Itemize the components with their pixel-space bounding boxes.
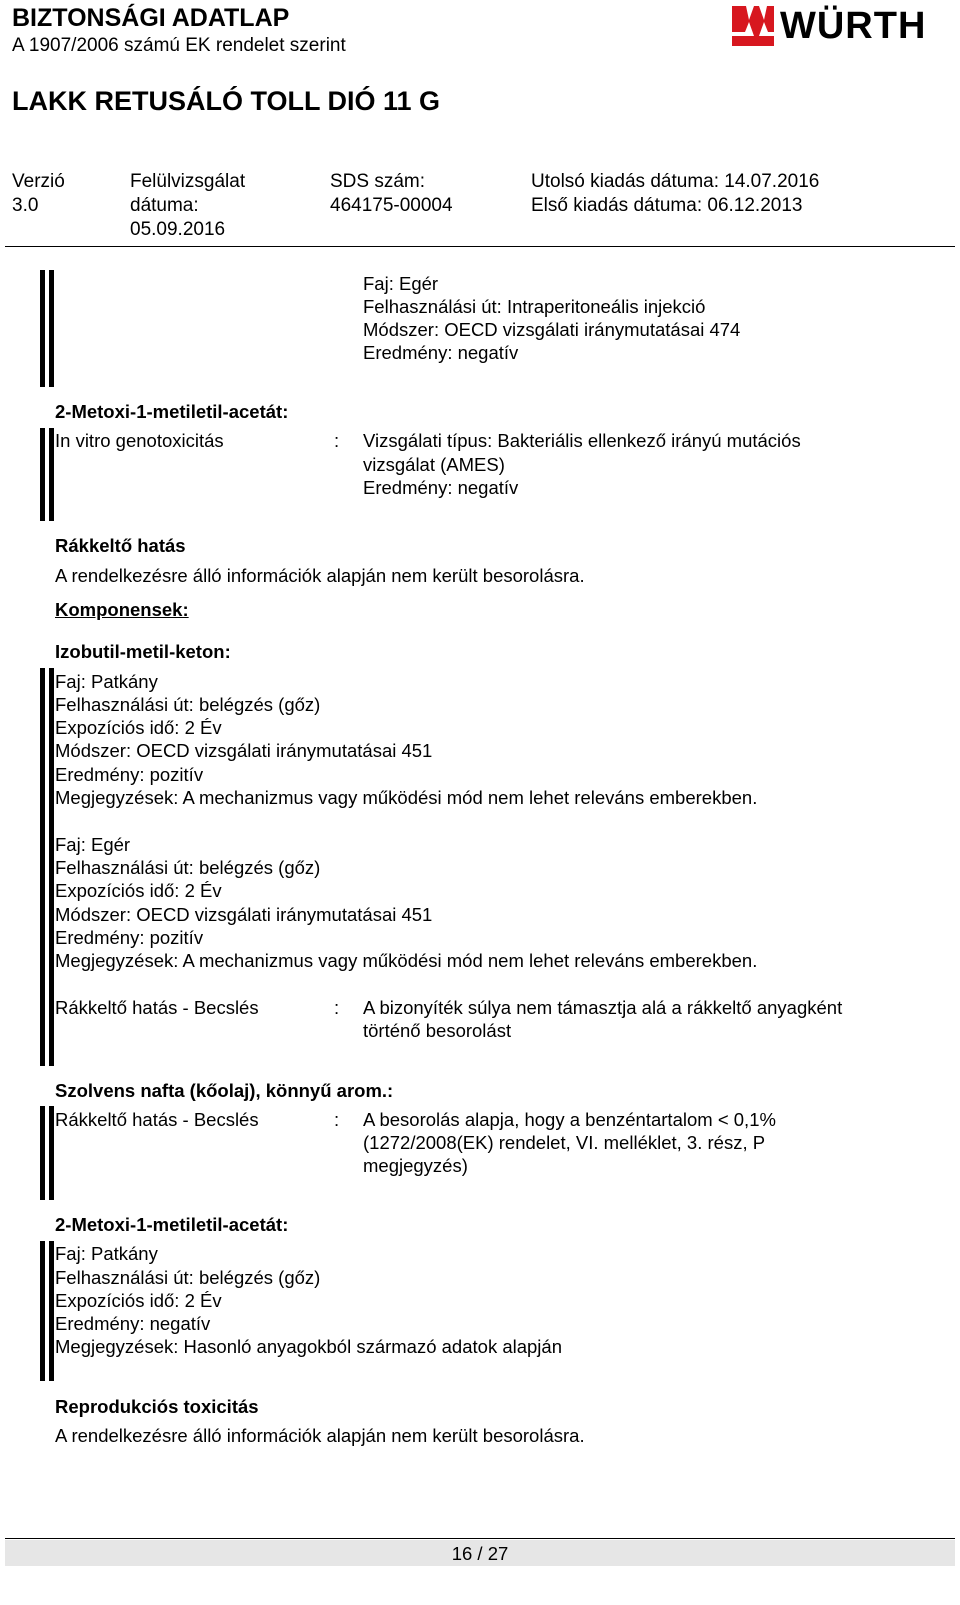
regulation-subtitle: A 1907/2006 számú EK rendelet szerint: [12, 35, 346, 56]
species-line: Faj: Patkány: [55, 671, 158, 692]
section-heading-carcinogenicity: Rákkeltő hatás: [55, 535, 186, 556]
review-date: 05.09.2016: [130, 219, 226, 240]
colon: :: [334, 997, 340, 1018]
estimate-label: Rákkeltő hatás - Becslés: [55, 997, 259, 1018]
substance-heading: 2-Metoxi-1-metiletil-acetát:: [55, 1214, 289, 1235]
revision-bar: [40, 270, 45, 387]
sds-number: 464175-00004: [330, 195, 453, 216]
revision-bar: [40, 1106, 45, 1200]
result-line: Eredmény: pozitív: [55, 927, 204, 948]
remarks-line: Megjegyzések: A mechanizmus vagy működési mód nem lehet releváns emberekben.: [55, 950, 758, 971]
estimate-value: A besorolás alapja, hogy a benzéntartalom < 0,1%: [363, 1109, 776, 1130]
estimate-value-2: (1272/2008(EK) rendelet, VI. melléklet, 3. rész, P: [363, 1132, 766, 1153]
exposure-line: Expozíciós idő: 2 Év: [55, 717, 222, 738]
route-line: Felhasználási út: belégzés (gőz): [55, 1267, 321, 1288]
result-line: Eredmény: negatív: [363, 477, 519, 498]
wurth-logo: [730, 2, 945, 48]
revision-bar: [40, 428, 45, 521]
first-issue-date: Első kiadás dátuma: 06.12.2013: [531, 195, 803, 216]
substance-heading: 2-Metoxi-1-metiletil-acetát:: [55, 401, 289, 422]
components-heading: Komponensek:: [55, 599, 189, 620]
version-label: Verzió: [12, 171, 65, 192]
species-line: Faj: Egér: [55, 834, 131, 855]
colon: :: [334, 1109, 340, 1130]
product-name: LAKK RETUSÁLÓ TOLL DIÓ 11 G: [12, 86, 441, 116]
route-line: Felhasználási út: Intraperitoneális injekció: [363, 296, 706, 317]
revision-bar: [49, 1106, 54, 1200]
section-text: A rendelkezésre álló információk alapján nem került besorolásra.: [55, 565, 585, 586]
last-issue-date: Utolsó kiadás dátuma: 14.07.2016: [531, 171, 820, 192]
route-line: Felhasználási út: belégzés (gőz): [55, 694, 321, 715]
revision-bar: [40, 1241, 45, 1381]
footer-divider: [5, 1538, 955, 1539]
estimate-value-2: történő besorolást: [363, 1020, 512, 1041]
exposure-line: Expozíciós idő: 2 Év: [55, 880, 222, 901]
substance-heading: Szolvens nafta (kőolaj), könnyű arom.:: [55, 1080, 394, 1101]
test-type-line-2: vizsgálat (AMES): [363, 454, 505, 475]
result-line: Eredmény: negatív: [363, 342, 519, 363]
test-type-line: Vizsgálati típus: Bakteriális ellenkező irányú mutációs: [363, 430, 801, 451]
estimate-label: Rákkeltő hatás - Becslés: [55, 1109, 259, 1130]
result-line: Eredmény: negatív: [55, 1313, 211, 1334]
review-label: Felülvizsgálat: [130, 171, 246, 192]
species-line: Faj: Egér: [363, 273, 439, 294]
revision-bar: [49, 270, 54, 387]
result-line: Eredmény: pozitív: [55, 764, 204, 785]
section-text: A rendelkezésre álló információk alapján nem került besorolásra.: [55, 1425, 585, 1446]
sds-label: SDS szám:: [330, 171, 426, 192]
revision-bar: [40, 668, 45, 1066]
species-line: Faj: Patkány: [55, 1243, 158, 1264]
revision-bar: [49, 668, 54, 1066]
section-heading-reproductive-toxicity: Reprodukciós toxicitás: [55, 1396, 259, 1417]
remarks-line: Megjegyzések: A mechanizmus vagy működési mód nem lehet releváns emberekben.: [55, 787, 758, 808]
document-title: BIZTONSÁGI ADATLAP: [12, 4, 290, 32]
revision-bar: [49, 1241, 54, 1381]
method-line: Módszer: OECD vizsgálati iránymutatásai 451: [55, 904, 433, 925]
genotoxicity-label: In vitro genotoxicitás: [55, 430, 224, 451]
exposure-line: Expozíciós idő: 2 Év: [55, 1290, 222, 1311]
substance-heading: Izobutil-metil-keton:: [55, 641, 231, 662]
remarks-line: Megjegyzések: Hasonló anyagokból származó adatok alapján: [55, 1336, 562, 1357]
route-line: Felhasználási út: belégzés (gőz): [55, 857, 321, 878]
header-divider: [5, 246, 955, 247]
wurth-logo-text: WÜRTH: [780, 5, 927, 47]
estimate-value-3: megjegyzés): [363, 1155, 468, 1176]
estimate-value: A bizonyíték súlya nem támasztja alá a rákkeltő anyagként: [363, 997, 843, 1018]
version-value: 3.0: [12, 195, 39, 216]
colon: :: [334, 430, 340, 451]
method-line: Módszer: OECD vizsgálati iránymutatásai 451: [55, 740, 433, 761]
page-number: 16 / 27: [451, 1543, 509, 1564]
review-label-2: dátuma:: [130, 195, 199, 216]
revision-bar: [49, 428, 54, 521]
method-line: Módszer: OECD vizsgálati iránymutatásai 474: [363, 319, 741, 340]
